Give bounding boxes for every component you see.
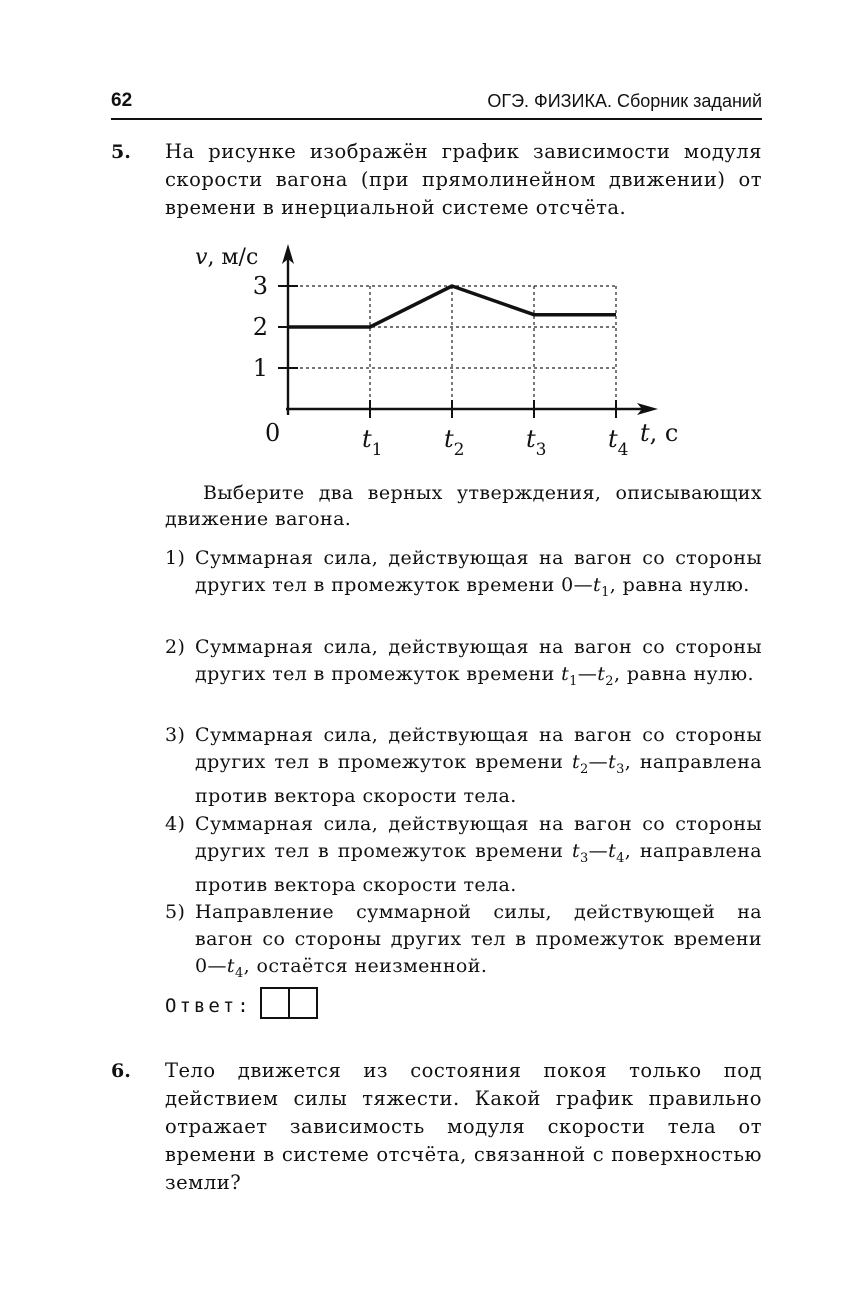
x-axis-label: t, с [640, 419, 679, 447]
option-number: 2) [165, 636, 186, 658]
option-number: 4) [165, 813, 186, 835]
velocity-time-chart [180, 238, 700, 468]
option-3 [165, 722, 762, 810]
option-text: Суммарная сила, действующая на вагон со стороны других тел в промежуток времени $t_2—t_3$, направлена против вектора скорости тела. [195, 724, 762, 807]
task-6-number: 6. [111, 1060, 131, 1082]
book-title: ОГЭ. ФИЗИКА. Сборник заданий [487, 91, 762, 111]
task-5-text: На рисунке изображён график зависимости модуля скорости вагона (при прямолинейном движении) от времени в инерциальной системе отсчёта. [165, 140, 762, 219]
chart-labels [195, 245, 678, 460]
y-tick-label: 2 [252, 313, 268, 341]
answer-section [111, 995, 762, 1025]
time-interval: $t_3—t_4$ [571, 840, 625, 866]
option-1 [165, 545, 762, 606]
option-text: Суммарная сила, действующая на вагон со стороны других тел в промежуток времени $t_3—t_4$, направлена против вектора скорости тела. [195, 813, 762, 896]
option-text: Суммарная сила, действующая на вагон со стороны других тел в промежуток времени $t_1—t_2$, равна нулю. [195, 636, 762, 689]
chart-grid [288, 286, 616, 409]
origin-label: 0 [265, 419, 281, 447]
x-tick-label: $t_2$ [444, 425, 465, 460]
option-number: 3) [165, 724, 186, 746]
task-5-number: 5. [111, 141, 131, 163]
time-interval: $t_2—t_3$ [571, 751, 625, 777]
option-4 [165, 811, 762, 899]
option-number: 5) [165, 901, 186, 923]
x-tick-label: $t_4$ [608, 425, 629, 460]
answer-label: Ответ: [165, 995, 252, 1017]
answer-box-1[interactable] [260, 987, 290, 1019]
task-6-text: Тело движется из состояния покоя только под действием силы тяжести. Какой график правильно отражает зависимость модуля скорости тела от времени в системе отсчёта, связанной с поверхностью земли? [165, 1059, 762, 1194]
time-interval: $0—t_1$ [561, 574, 610, 600]
x-tick-label: $t_1$ [362, 425, 383, 460]
option-5 [165, 899, 762, 987]
y-tick-label: 1 [252, 354, 268, 382]
page-number: 62 [111, 90, 133, 111]
y-tick-label: 3 [252, 272, 268, 300]
option-text: Направление суммарной силы, действующей на вагон со стороны других тел в промежуток времени $0—t_4$, остаётся неизменной. [195, 901, 762, 981]
option-2 [165, 634, 762, 695]
page-header [111, 88, 762, 120]
task-5-instruction: Выберите два верных утверждения, описывающих движение вагона. [165, 482, 762, 530]
y-axis-label: v, м/с [195, 245, 259, 270]
x-tick-label: $t_3$ [526, 425, 547, 460]
option-number: 1) [165, 547, 186, 569]
answer-box-2[interactable] [288, 987, 318, 1019]
option-text: Суммарная сила, действующая на вагон со стороны других тел в промежуток времени $0—t_1$, равна нулю. [195, 547, 762, 600]
chart-axes [278, 244, 658, 418]
time-interval: $0—t_4$ [195, 955, 244, 981]
time-interval: $t_1—t_2$ [561, 663, 614, 689]
